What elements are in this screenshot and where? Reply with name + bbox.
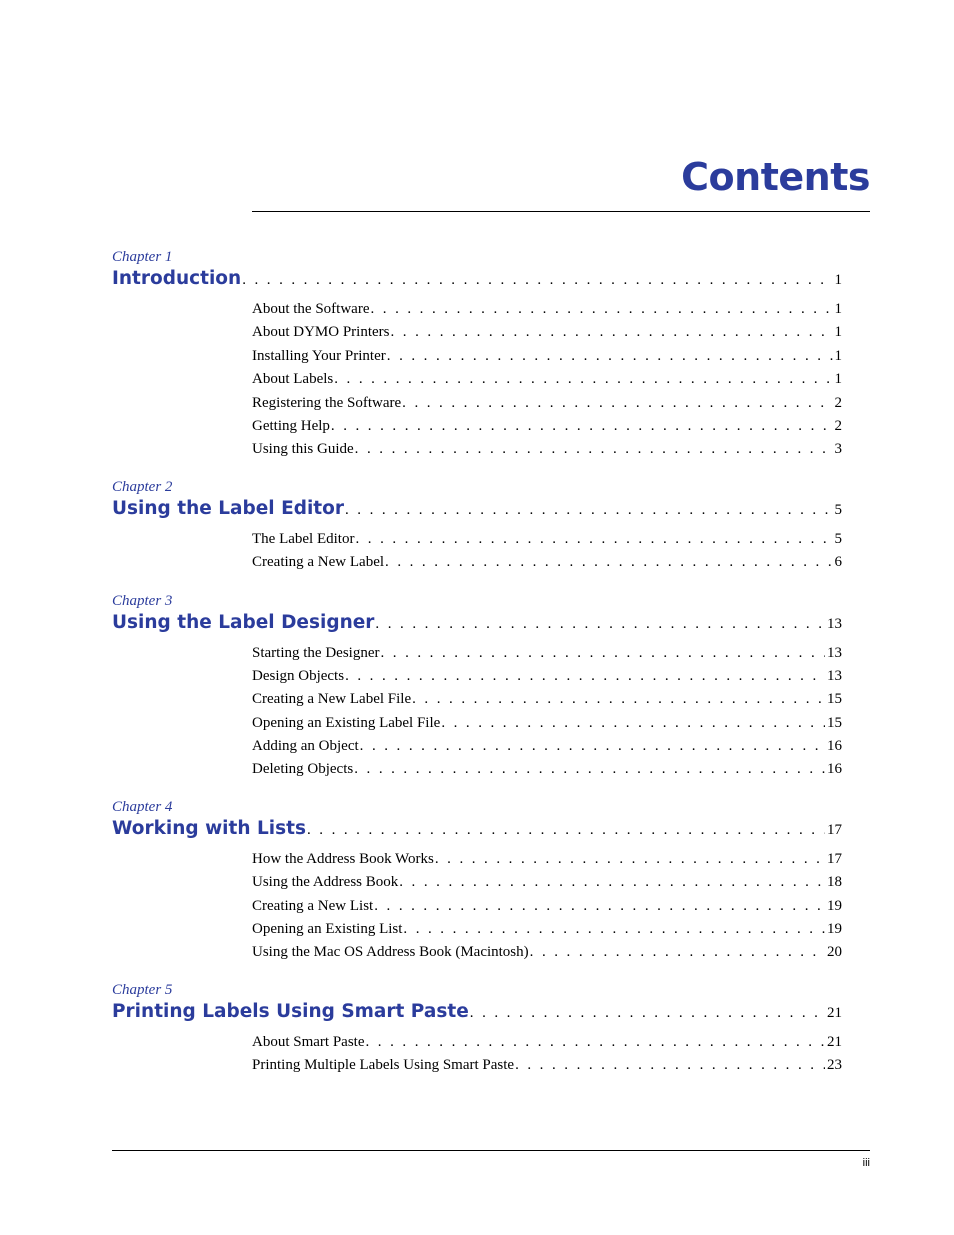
dot-leader bbox=[334, 368, 832, 391]
section-title[interactable]: About DYMO Printers bbox=[252, 324, 390, 341]
chapter-1 bbox=[112, 248, 842, 462]
section-entry[interactable] bbox=[252, 415, 842, 438]
dot-leader bbox=[412, 688, 825, 711]
chapter-title[interactable]: Working with Lists bbox=[112, 817, 306, 839]
dot-leader bbox=[242, 267, 832, 292]
dot-leader bbox=[345, 497, 833, 522]
chapter-title[interactable]: Introduction bbox=[112, 268, 242, 289]
dot-leader bbox=[387, 345, 833, 368]
chapter-label: Chapter 5 bbox=[112, 981, 173, 998]
section-page-number: 21 bbox=[827, 1033, 842, 1050]
section-title[interactable]: Opening an Existing List bbox=[252, 921, 403, 938]
section-entry[interactable] bbox=[252, 528, 842, 551]
section-title[interactable]: How the Address Book Works bbox=[252, 850, 434, 867]
section-page-number: 1 bbox=[834, 347, 842, 364]
chapter-title[interactable]: Using the Label Editor bbox=[112, 497, 344, 519]
section-entry[interactable] bbox=[252, 735, 842, 758]
dot-leader bbox=[515, 1054, 825, 1077]
section-page-number: 2 bbox=[834, 394, 842, 411]
footer-divider bbox=[112, 1150, 870, 1151]
section-title[interactable]: About Smart Paste bbox=[252, 1033, 365, 1050]
dot-leader bbox=[385, 551, 832, 574]
section-entry[interactable] bbox=[252, 345, 842, 368]
section-entry[interactable] bbox=[252, 688, 842, 711]
section-entry[interactable] bbox=[252, 551, 842, 574]
dot-leader bbox=[530, 941, 825, 964]
section-page-number: 23 bbox=[827, 1057, 842, 1074]
section-title[interactable]: Opening an Existing Label File bbox=[252, 714, 441, 731]
section-page-number: 13 bbox=[827, 667, 842, 684]
chapter-title[interactable]: Printing Labels Using Smart Paste bbox=[112, 1000, 469, 1022]
chapter-page-number: 21 bbox=[827, 1004, 842, 1021]
section-title[interactable]: Design Objects bbox=[252, 667, 345, 684]
section-list bbox=[252, 528, 842, 575]
section-title[interactable]: Deleting Objects bbox=[252, 761, 354, 778]
section-entry[interactable] bbox=[252, 438, 842, 461]
section-page-number: 15 bbox=[827, 691, 842, 708]
section-page-number: 20 bbox=[827, 944, 842, 961]
chapter-title[interactable]: Using the Label Designer bbox=[112, 611, 375, 633]
dot-leader bbox=[355, 528, 832, 551]
section-page-number: 2 bbox=[834, 417, 842, 434]
page-number: iii bbox=[862, 1157, 870, 1169]
dot-leader bbox=[366, 1031, 826, 1054]
dot-leader bbox=[391, 321, 833, 344]
dot-leader bbox=[331, 415, 833, 438]
section-title[interactable]: Installing Your Printer bbox=[252, 347, 386, 364]
chapter-5 bbox=[112, 981, 842, 1078]
section-page-number: 19 bbox=[827, 897, 842, 914]
chapter-page-number: 17 bbox=[827, 821, 842, 838]
dot-leader bbox=[355, 438, 833, 461]
section-page-number: 1 bbox=[834, 371, 842, 388]
section-entry[interactable] bbox=[252, 298, 842, 321]
dot-leader bbox=[360, 735, 825, 758]
section-list bbox=[252, 642, 842, 782]
section-page-number: 17 bbox=[827, 850, 842, 867]
chapter-page-number: 1 bbox=[834, 272, 842, 288]
section-page-number: 1 bbox=[834, 301, 842, 317]
section-title[interactable]: Creating a New Label File bbox=[252, 691, 412, 708]
dot-leader bbox=[402, 392, 832, 415]
section-entry[interactable] bbox=[252, 392, 842, 415]
chapter-label: Chapter 3 bbox=[112, 592, 173, 609]
section-entry[interactable] bbox=[252, 918, 842, 941]
section-title[interactable]: About Labels bbox=[252, 371, 334, 388]
section-entry[interactable] bbox=[252, 758, 842, 781]
chapter-page-number: 13 bbox=[827, 615, 842, 632]
section-entry[interactable] bbox=[252, 895, 842, 918]
section-page-number: 6 bbox=[834, 554, 842, 571]
section-title[interactable]: Registering the Software bbox=[252, 394, 402, 411]
dot-leader bbox=[370, 298, 832, 321]
dot-leader bbox=[403, 918, 825, 941]
section-entry[interactable] bbox=[252, 941, 842, 964]
chapter-label: Chapter 1 bbox=[112, 249, 173, 265]
chapter-entry-introduction[interactable] bbox=[112, 266, 842, 292]
section-title[interactable]: Using the Mac OS Address Book (Macintosh) bbox=[252, 944, 529, 961]
section-entry[interactable] bbox=[252, 848, 842, 871]
section-entry[interactable] bbox=[252, 321, 842, 344]
section-list bbox=[252, 848, 842, 965]
section-page-number: 13 bbox=[827, 644, 842, 661]
chapter-label: Chapter 2 bbox=[112, 478, 173, 495]
section-title[interactable]: Getting Help bbox=[252, 417, 330, 434]
dot-leader bbox=[375, 611, 825, 636]
section-title[interactable]: Starting the Designer bbox=[252, 644, 380, 661]
dot-leader bbox=[435, 848, 825, 871]
chapter-label: Chapter 4 bbox=[112, 798, 173, 815]
section-title[interactable]: Creating a New Label bbox=[252, 554, 385, 571]
section-page-number: 3 bbox=[834, 441, 842, 458]
section-list bbox=[252, 1031, 842, 1078]
chapter-entry-label-designer[interactable] bbox=[112, 610, 842, 636]
section-entry[interactable] bbox=[252, 871, 842, 894]
section-title[interactable]: About the Software bbox=[252, 301, 370, 317]
section-page-number: 16 bbox=[827, 738, 842, 755]
section-page-number: 18 bbox=[827, 874, 842, 891]
section-list bbox=[252, 298, 842, 462]
section-page-number: 5 bbox=[834, 530, 842, 547]
chapter-entry-working-with-lists[interactable] bbox=[112, 816, 842, 842]
dot-leader bbox=[380, 642, 825, 665]
section-title[interactable]: The Label Editor bbox=[252, 530, 355, 547]
section-title[interactable]: Printing Multiple Labels Using Smart Paste bbox=[252, 1057, 515, 1074]
chapter-4 bbox=[112, 798, 842, 965]
section-entry[interactable] bbox=[252, 1031, 842, 1054]
section-page-number: 15 bbox=[827, 714, 842, 731]
dot-leader bbox=[345, 665, 825, 688]
section-page-number: 16 bbox=[827, 761, 842, 778]
chapter-entry-smart-paste[interactable] bbox=[112, 999, 842, 1025]
dot-leader bbox=[470, 1000, 825, 1025]
chapter-2 bbox=[112, 478, 842, 575]
section-entry[interactable] bbox=[252, 665, 842, 688]
dot-leader bbox=[307, 817, 825, 842]
chapter-entry-label-editor[interactable] bbox=[112, 496, 842, 522]
section-page-number: 1 bbox=[834, 324, 842, 341]
page-title: Contents bbox=[681, 155, 870, 199]
section-title[interactable]: Using the Address Book bbox=[252, 874, 399, 891]
section-page-number: 19 bbox=[827, 921, 842, 938]
table-of-contents bbox=[112, 248, 842, 1088]
section-entry[interactable] bbox=[252, 642, 842, 665]
title-divider bbox=[252, 211, 870, 212]
chapter-3 bbox=[112, 592, 842, 782]
section-entry[interactable] bbox=[252, 368, 842, 391]
section-entry[interactable] bbox=[252, 1054, 842, 1077]
section-title[interactable]: Adding an Object bbox=[252, 738, 359, 755]
dot-leader bbox=[399, 871, 825, 894]
dot-leader bbox=[354, 758, 825, 781]
section-title[interactable]: Using this Guide bbox=[252, 441, 354, 458]
dot-leader bbox=[441, 712, 825, 735]
section-entry[interactable] bbox=[252, 712, 842, 735]
section-title[interactable]: Creating a New List bbox=[252, 897, 374, 914]
dot-leader bbox=[374, 895, 825, 918]
chapter-page-number: 5 bbox=[834, 501, 842, 518]
